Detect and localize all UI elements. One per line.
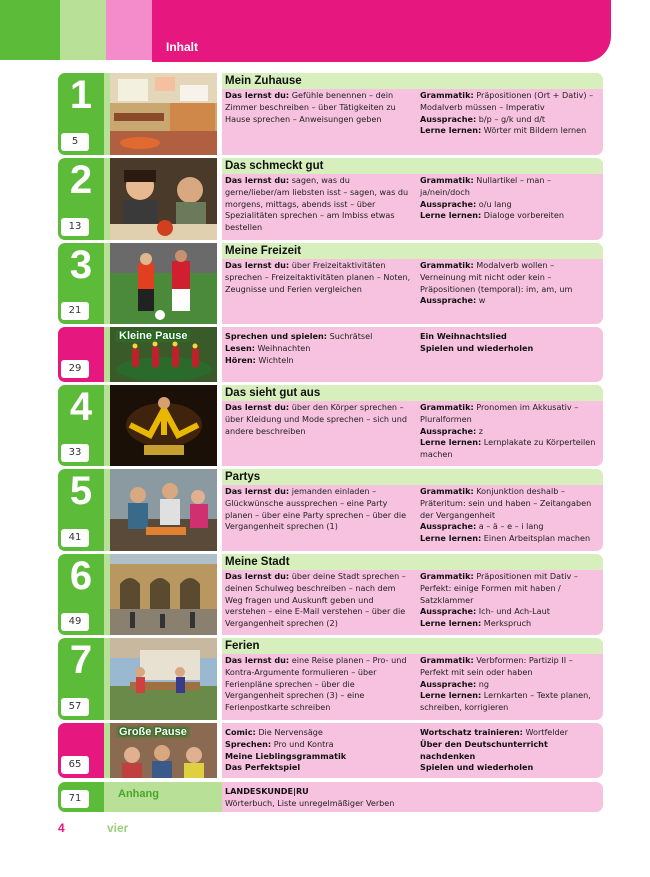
comic-label: Comic:: [225, 727, 256, 737]
page-title: Inhalt: [166, 40, 198, 54]
grammar-column: [420, 175, 600, 222]
unit-row-2: [58, 158, 603, 240]
unit-number: 3: [69, 243, 93, 287]
grammar-text: Nullartikel – man – ja/nein/doch: [420, 175, 552, 197]
grammar-column: [420, 486, 600, 545]
pronunciation-text: a – ä – e – i lang: [476, 521, 544, 532]
grammar-column: [420, 571, 600, 630]
unit-photo-eating: [110, 158, 217, 240]
page-number: 29: [61, 360, 89, 378]
learning-skills-label: Lerne lernen:: [420, 690, 482, 701]
pronunciation-text: z: [476, 425, 484, 436]
unit-content: [222, 385, 603, 466]
pause-content: [222, 327, 603, 382]
grammar-text: Modalverb wollen – Verneinung mit nicht oder kein – Präpositionen (temporal): im, am, um: [420, 260, 573, 294]
learning-skills-label: Lerne lernen:: [420, 533, 482, 544]
city-illustration: [110, 554, 217, 635]
learning-skills-label: Lerne lernen:: [420, 125, 482, 136]
grammar-column: [420, 655, 600, 714]
pronunciation-text: b/p – g/k und d/t: [476, 113, 546, 124]
learning-goals-text: über Freizeitaktivitäten sprechen – Freizeitaktivitäten planen – Noten, Zeugnisse und Ferien vergleichen: [225, 260, 411, 294]
unit-number: 5: [69, 469, 93, 513]
unit-title: Ferien: [225, 640, 260, 652]
learning-goals: [225, 655, 415, 714]
grammar-label: Grammatik:: [420, 655, 474, 665]
unit-photo-city: [110, 554, 217, 635]
pause-left-column: [225, 727, 415, 774]
unit-content: [222, 469, 603, 551]
learning-goals: [225, 90, 415, 125]
pronunciation-text: w: [476, 295, 486, 306]
learning-goals-label: Das lernst du:: [225, 486, 290, 496]
learning-skills-label: Lerne lernen:: [420, 618, 482, 629]
christmas-song: Ein Weihnachtslied: [420, 331, 507, 341]
pronunciation-label: Aussprache:: [420, 425, 477, 436]
speaking-text: Suchrätsel: [327, 331, 373, 341]
unit-number: 6: [69, 554, 93, 598]
anhang-line-2: Wörterbuch, Liste unregelmäßiger Verben: [225, 797, 395, 808]
pronunciation-text: ng: [476, 678, 490, 689]
header-banner: [152, 0, 611, 62]
learning-skills-text: Wörter mit Bildern lernen: [481, 125, 587, 136]
reading-text: Weihnachten: [254, 342, 311, 353]
pronunciation-label: Aussprache:: [420, 521, 477, 532]
unit-content: [222, 73, 603, 155]
learning-goals-label: Das lernst du:: [225, 175, 290, 185]
pause-content: [222, 723, 603, 778]
pause-photo-advent: [110, 327, 217, 382]
learning-goals-text: jemanden einladen – Glückwünsche aussprechen – eine Party planen – über eine Party sprechen – über die Vergangenheit sprechen (1): [225, 486, 407, 532]
unit-title-bar: [222, 469, 603, 485]
unit-title: Meine Stadt: [225, 556, 290, 568]
unit-row-1: [58, 73, 603, 155]
pause-left-column: [225, 331, 415, 366]
grammar-label: Grammatik:: [420, 486, 474, 496]
comic-text: Die Nervensäge: [255, 727, 323, 737]
play-and-repeat: Spielen und wiederholen: [420, 342, 534, 353]
learning-goals-label: Das lernst du:: [225, 655, 290, 665]
anhang-text: [225, 786, 595, 810]
learning-skills-label: Lerne lernen:: [420, 210, 482, 221]
learning-goals-label: Das lernst du:: [225, 260, 290, 270]
grammar-text: Präpositionen (Ort + Dativ) – Modalverb müssen – Imperativ: [420, 90, 594, 112]
pronunciation-label: Aussprache:: [420, 113, 477, 124]
unit-title: Das sieht gut aus: [225, 387, 321, 399]
grammar-text: Verbformen: Partizip II – Perfekt mit sein oder haben: [420, 655, 573, 677]
pronunciation-label: Aussprache:: [420, 606, 477, 617]
page-number: 5: [61, 133, 89, 151]
learning-goals-label: Das lernst du:: [225, 90, 290, 100]
unit-photo-acrobat: [110, 385, 217, 466]
football-illustration: [110, 243, 217, 324]
grammar-text: Pronomen im Akkusativ – Pluralformen: [420, 402, 579, 424]
pause-right-column: [420, 727, 600, 774]
header-pink-block: [106, 0, 152, 60]
grammar-label: Grammatik:: [420, 402, 474, 412]
learning-skills-label: Lerne lernen:: [420, 437, 482, 448]
learning-goals-text: über deine Stadt sprechen – deinen Schulweg beschreiben – nach dem Weg fragen und Auskunft geben und verstehen – eine E-Mail verstehen – über die Vergangenheit sprechen (2): [225, 571, 406, 629]
listening-label: Hören:: [225, 354, 256, 365]
grammar-text: Konjunktion deshalb – Präteritum: sein und haben – Zeitangaben der Vergangenheit: [420, 486, 592, 520]
footer-page-number: 4: [58, 821, 65, 835]
party-illustration: [110, 469, 217, 551]
learning-skills-text: Lernkarten – Texte planen, schreiben, korrigieren: [420, 690, 591, 713]
learning-goals-label: Das lernst du:: [225, 571, 290, 581]
learning-goals-text: über den Körper sprechen – über Kleidung und Mode sprechen – sich und andere beschreiben: [225, 402, 408, 436]
anhang-line-1: LANDESKUNDE|RU: [225, 786, 309, 796]
unit-content: [222, 554, 603, 635]
unit-row-3: [58, 243, 603, 324]
unit-content: [222, 638, 603, 720]
perfect-game: Das Perfektspiel: [225, 762, 301, 773]
learning-goals-text: eine Reise planen – Pro- und Kontra-Argumente formulieren – über Ferienpläne sprechen – über die Vergangenheit sprechen (3) – eine Ferienpostkarte schreiben: [225, 655, 407, 713]
page-number: 33: [61, 444, 89, 462]
grammar-text: Präpositionen mit Dativ – Perfekt: einige Formen mit haben / Satzklammer: [420, 571, 578, 605]
grosse-pause-row: [58, 723, 603, 778]
play-and-repeat: Spielen und wiederholen: [420, 762, 534, 773]
page-number: 71: [61, 790, 89, 808]
grammar-label: Grammatik:: [420, 260, 474, 270]
reflection: Über den Deutschunterricht nachdenken: [420, 738, 548, 761]
learning-goals: [225, 486, 415, 533]
header-green-block: [0, 0, 60, 60]
header-light-green-block: [60, 0, 106, 60]
learning-skills-text: Merkspruch: [481, 618, 532, 629]
unit-photo-room: [110, 73, 217, 155]
room-illustration: [110, 73, 217, 155]
speaking-label: Sprechen und spielen:: [225, 331, 328, 341]
learning-goals: [225, 260, 415, 295]
listening-text: Wichteln: [255, 354, 294, 365]
learning-skills-text: Lernplakate zu Körperteilen machen: [420, 437, 596, 460]
pronunciation-text: Ich- und Ach-Laut: [476, 606, 550, 617]
kleine-pause-row: [58, 327, 603, 382]
unit-content: [222, 158, 603, 240]
learning-goals: [225, 175, 415, 234]
learning-goals: [225, 402, 415, 437]
anhang-row: [58, 782, 603, 812]
learning-goals-text: sagen, was du gerne/lieber/am liebsten isst – sagen, was du morgens, mittags, abends isst – über Spezialitäten sprechen – am Imbiss etwas bestellen: [225, 175, 409, 233]
anhang-content: [222, 782, 603, 812]
reading-label: Lesen:: [225, 342, 255, 353]
pronunciation-label: Aussprache:: [420, 678, 477, 689]
unit-row-6: [58, 554, 603, 635]
page-number: 21: [61, 302, 89, 320]
grosse-pause-label: Große Pause: [116, 726, 190, 738]
page-number: 41: [61, 529, 89, 547]
grammar-column: [420, 260, 600, 307]
vocabulary-text: Wortfelder: [522, 727, 568, 737]
unit-title: Das schmeckt gut: [225, 160, 324, 172]
pronunciation-text: o/u lang: [476, 198, 512, 209]
holiday-illustration: [110, 638, 217, 720]
unit-photo-football: [110, 243, 217, 324]
unit-number: 1: [69, 73, 93, 117]
page-number: 49: [61, 613, 89, 631]
learning-goals-label: Das lernst du:: [225, 402, 290, 412]
unit-row-7: [58, 638, 603, 720]
grammar-column: [420, 90, 600, 137]
kleine-pause-label: Kleine Pause: [116, 330, 190, 342]
unit-number: 7: [69, 638, 93, 682]
grammar-label: Grammatik:: [420, 571, 474, 581]
grammar-label: Grammatik:: [420, 90, 474, 100]
unit-photo-party: [110, 469, 217, 551]
unit-photo-holiday: [110, 638, 217, 720]
unit-title: Meine Freizeit: [225, 245, 302, 257]
unit-content: [222, 243, 603, 324]
eating-illustration: [110, 158, 217, 240]
grammar-column: [420, 402, 600, 461]
unit-title-bar: [222, 638, 603, 654]
pronunciation-label: Aussprache:: [420, 295, 477, 306]
pause-photo-teens: [110, 723, 217, 778]
speaking-label: Sprechen:: [225, 738, 272, 749]
page-number: 57: [61, 698, 89, 716]
unit-number: 2: [69, 158, 93, 202]
pause-right-column: [420, 331, 600, 355]
acrobat-illustration: [110, 385, 217, 466]
unit-title: Mein Zuhause: [225, 75, 302, 87]
page-number: 65: [61, 756, 89, 774]
speaking-text: Pro und Kontra: [271, 738, 334, 749]
favorite-grammar: Meine Lieblingsgrammatik: [225, 750, 347, 761]
learning-goals: [225, 571, 415, 630]
unit-number: 4: [69, 385, 93, 429]
pronunciation-label: Aussprache:: [420, 198, 477, 209]
learning-goals-text: Gefühle benennen – dein Zimmer beschreiben – über Tätigkeiten zu Hause sprechen – Anweisungen geben: [225, 90, 396, 124]
anhang-label: Anhang: [118, 788, 159, 800]
grammar-label: Grammatik:: [420, 175, 474, 185]
learning-skills-text: Dialoge vorbereiten: [481, 210, 564, 221]
unit-row-5: [58, 469, 603, 551]
page-number: 13: [61, 218, 89, 236]
footer-page-word: vier: [107, 821, 129, 835]
unit-row-4: [58, 385, 603, 466]
learning-skills-text: Einen Arbeitsplan machen: [481, 533, 591, 544]
vocabulary-label: Wortschatz trainieren:: [420, 727, 523, 737]
unit-title: Partys: [225, 471, 261, 483]
